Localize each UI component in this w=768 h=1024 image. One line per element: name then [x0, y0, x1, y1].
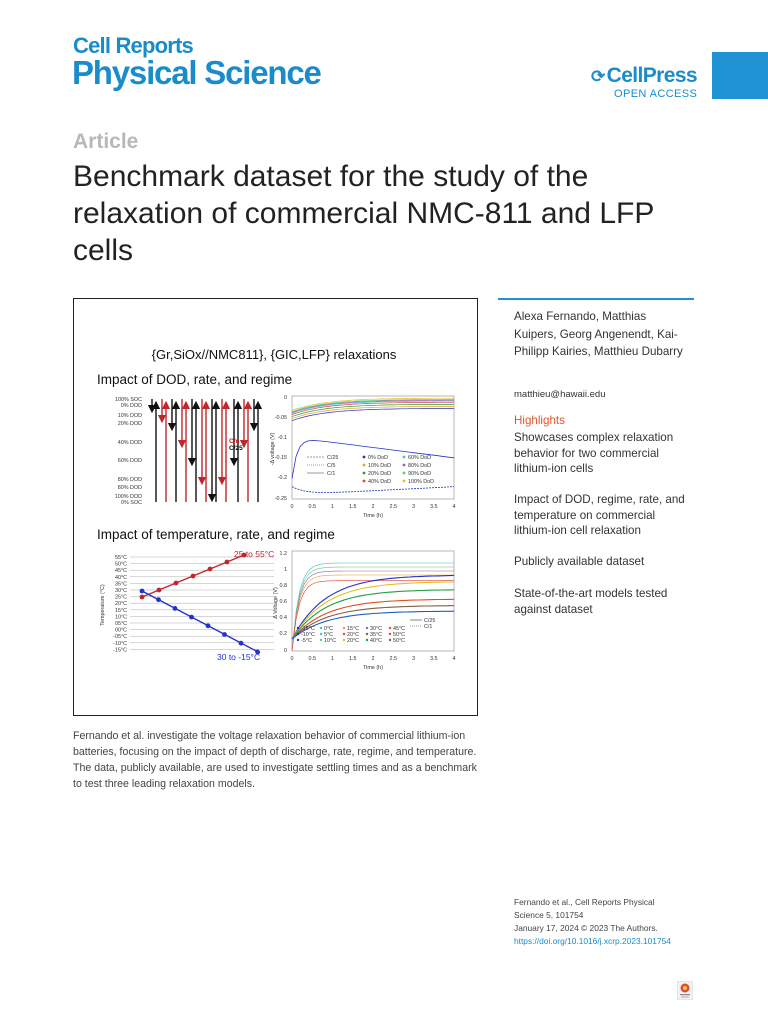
check-for-updates-icon[interactable]	[677, 981, 693, 1000]
temp-tick: 10°C	[114, 614, 127, 621]
legend-marker	[320, 639, 322, 641]
legend-marker	[389, 639, 391, 641]
plot1-xtick: 3.5	[430, 504, 438, 510]
legend-marker	[366, 633, 368, 635]
plot2-xtick: 1.5	[349, 656, 357, 662]
legend-entry: 40°C	[370, 638, 383, 644]
highlight-item: Showcases complex relaxation behavior for two commercial lithium-ion cells	[514, 431, 674, 475]
temp-point-down	[189, 615, 194, 620]
temperature-diagram	[100, 549, 274, 662]
plot2-xtick: 4	[452, 656, 456, 662]
rate-label-c25: C/25	[229, 445, 243, 452]
plot1-xtick: 0.5	[308, 504, 316, 510]
plot2-ytick: 1.2	[279, 551, 287, 557]
dod-arrow-diagram	[115, 397, 258, 506]
plot1-ytick: 0	[284, 395, 287, 401]
ga-section1-title: Impact of DOD, rate, and regime	[97, 372, 293, 387]
legend-entry: 90% DoD	[408, 471, 432, 477]
legend-entry: -10°C	[301, 632, 315, 638]
legend-marker	[366, 627, 368, 629]
temp-tick: -15°C	[113, 647, 127, 654]
temp-tick: 30°C	[114, 588, 127, 594]
dod-label: 100% DOD	[114, 494, 142, 500]
legend-marker	[343, 633, 345, 635]
legend-entry: -15°C	[301, 626, 315, 632]
temp-axis-label: Temperature (°C)	[100, 584, 106, 626]
publication-date: January 17, 2024 © 2023 The Authors.	[514, 923, 658, 933]
temp-grid	[113, 555, 274, 653]
temp-tick: 40°C	[114, 574, 127, 581]
temp-tick: 00°C	[114, 627, 127, 634]
legend-entry: 20°C	[347, 638, 360, 644]
plot1-xtick: 2.5	[389, 504, 397, 510]
dod-label: 10% DOD	[117, 413, 142, 419]
highlight-item: State-of-the-art models tested against dataset	[514, 587, 668, 616]
temp-point-up	[191, 574, 196, 579]
plot1-ylabel: -Δ voltage (V)	[270, 432, 276, 466]
brand-color-bar	[712, 52, 768, 99]
legend-marker	[403, 480, 406, 483]
temp-point-up	[157, 588, 162, 593]
legend-marker	[366, 639, 368, 641]
dod-label: 40% DOD	[117, 440, 142, 446]
plot2-ytick: 0.6	[279, 599, 287, 605]
cellpress-logo-icon: ⟳	[591, 67, 605, 86]
legend-marker	[403, 472, 406, 475]
temp-point-down	[222, 632, 227, 637]
plot2-ylabel: Δ Voltage (V)	[273, 587, 279, 619]
legend-entry: 30°C	[370, 626, 383, 632]
graphical-abstract	[73, 298, 478, 716]
plot-temperature-relaxation	[273, 551, 456, 671]
plot1-xtick: 4	[452, 504, 456, 510]
plot1-xtick: 1	[331, 504, 334, 510]
legend-marker	[343, 639, 345, 641]
temp-tick: 50°C	[114, 561, 127, 568]
plot1-ytick: -0.1	[277, 435, 287, 441]
rate-label-cn: C/n	[229, 438, 240, 445]
temp-tick: 25°C	[114, 594, 127, 601]
legend-entry: 15°C	[347, 626, 360, 632]
temp-tick: 20°C	[114, 601, 127, 608]
dod-label: 0% SOC	[121, 500, 142, 506]
journal-name-line1: Cell Reports	[73, 33, 193, 58]
legend-entry: 40% DoD	[368, 479, 392, 485]
doi-link[interactable]: https://doi.org/10.1016/j.xcrp.2023.101754	[514, 936, 671, 946]
plot2-ytick: 0	[284, 648, 287, 654]
plot1-xtick: 0	[290, 504, 294, 510]
legend-entry: 20°C	[347, 632, 360, 638]
legend-entry: 80% DoD	[408, 463, 432, 469]
legend-marker	[403, 464, 406, 467]
legend-entry: 10% DoD	[368, 463, 392, 469]
legend-entry: C/1	[424, 624, 433, 630]
plot1-ytick: -0.15	[274, 455, 287, 461]
plot2-xticks	[291, 656, 456, 662]
legend-entry: 0% DoD	[368, 455, 389, 461]
temp-point-down	[239, 641, 244, 646]
legend-entry: 35°C	[370, 632, 383, 638]
plot-dod-relaxation	[270, 395, 456, 519]
legend-marker	[403, 456, 406, 459]
page-title: Benchmark dataset for the study of the relaxation of commercial NMC-811 and LFP cells	[73, 160, 654, 267]
plot1-ytick: -0.25	[274, 496, 287, 502]
plot2-ytick: 1	[284, 567, 287, 573]
publisher-logo	[591, 64, 697, 88]
plot2-xtick: 2	[371, 656, 375, 662]
plot1-xtick: 1.5	[349, 504, 357, 510]
ga-main-title: {Gr,SiOx//NMC811}, {GIC,LFP} relaxations	[151, 347, 397, 362]
plot2-xtick: 2.5	[389, 656, 397, 662]
citation-text: Fernando et al., Cell Reports Physical Science 5, 101754	[514, 897, 655, 920]
temp-point-down	[173, 606, 178, 611]
publisher-name: CellPress	[606, 64, 697, 87]
legend-marker	[297, 633, 299, 635]
plot1-xlabel: Time (h)	[363, 513, 383, 519]
temp-tick: 05°C	[114, 621, 127, 627]
legend-entry: C/1	[327, 471, 336, 477]
legend-entry: 45°C	[393, 626, 406, 632]
temp-up-label: 25 to 55°C	[234, 549, 275, 559]
plot1-xtick: 2	[371, 504, 375, 510]
temp-point-down	[140, 589, 145, 594]
plot1-xtick: 3	[412, 504, 415, 510]
temp-tick: 15°C	[114, 607, 127, 614]
temp-tick: 45°C	[114, 568, 127, 575]
legend-entry: 5°C	[324, 632, 334, 638]
temp-tick: -05°C	[113, 634, 127, 641]
legend-entry: -5°C	[301, 638, 312, 644]
author-list: Alexa Fernando, Matthias Kuipers, Georg Angenendt, Kai-Philipp Kairies, Matthieu Dubarry	[514, 310, 683, 358]
plot2-ytick: 0.8	[279, 583, 287, 589]
legend-marker	[389, 627, 391, 629]
dod-label: 60% DOD	[117, 458, 142, 464]
legend-entry: 100% DoD	[408, 479, 435, 485]
plot2-xtick: 1	[331, 656, 334, 662]
temp-point-down	[206, 623, 211, 628]
sidebar-divider	[498, 298, 694, 300]
legend-marker	[320, 633, 322, 635]
temp-point-up	[208, 567, 213, 572]
temp-point-up	[140, 595, 145, 600]
legend-entry: C/25	[327, 455, 339, 461]
legend-entry: 0°C	[324, 626, 334, 632]
citation-block	[514, 896, 686, 948]
plot2-xtick: 3.5	[430, 656, 438, 662]
graphical-abstract-figure	[74, 299, 477, 715]
dod-label: 80% DOD	[117, 477, 142, 483]
legend-entry: C/5	[327, 463, 336, 469]
plot2-xtick: 0	[290, 656, 294, 662]
legend-marker	[320, 627, 322, 629]
legend-marker	[297, 639, 299, 641]
legend-marker	[363, 456, 366, 459]
temp-tick: 55°C	[114, 555, 127, 561]
dod-label: 100% SOC	[115, 397, 142, 403]
ga-section2-title: Impact of temperature, rate, and regime	[97, 527, 335, 542]
plot1-ytick: -0.05	[274, 415, 287, 421]
abstract-summary: Fernando et al. investigate the voltage relaxation behavior of commercial lithium-ion batteries, focusing on the impact of depth of discharge, rate, regime, and temperature. The data, publicly available, are used to investigate settling times and as a benchmark to test three leading relaxation models.	[73, 730, 477, 790]
temp-point-down	[156, 597, 161, 602]
temp-point-up	[225, 560, 230, 565]
corresponding-email[interactable]: matthieu@hawaii.edu	[514, 389, 606, 400]
legend-entry: 50°C	[393, 632, 406, 638]
legend-marker	[363, 480, 366, 483]
temp-down-label: 30 to -15°C	[217, 652, 261, 662]
open-access-label: OPEN ACCESS	[614, 88, 698, 100]
plot2-ytick: 0.4	[279, 615, 287, 621]
plot2-ytick: 0.2	[279, 631, 287, 637]
legend-entry: 10°C	[324, 638, 337, 644]
dod-label: 20% DOD	[117, 421, 142, 427]
legend-entry: 50°C	[393, 638, 406, 644]
legend-entry: 20% DoD	[368, 471, 392, 477]
plot1-ytick: -0.2	[277, 475, 287, 481]
highlight-item: Publicly available dataset	[514, 555, 645, 568]
article-type-label: Article	[73, 130, 139, 153]
legend-marker	[363, 472, 366, 475]
dod-label: 80% DOD	[117, 485, 142, 491]
dod-label: 0% DOD	[120, 403, 142, 409]
temp-points	[140, 553, 260, 655]
plot2-xtick: 0.5	[308, 656, 316, 662]
temp-tick: -10°C	[113, 640, 127, 647]
plot2-xlabel: Time (h)	[363, 665, 383, 671]
plot1-xticks	[291, 504, 456, 510]
legend-entry: 60% DoD	[408, 455, 432, 461]
legend-marker	[363, 464, 366, 467]
legend-entry: C/25	[424, 618, 436, 624]
legend-marker	[389, 633, 391, 635]
journal-name-line2: Physical Science	[72, 54, 321, 91]
highlights-heading: Highlights	[514, 414, 565, 427]
highlight-item: Impact of DOD, regime, rate, and temperature on commercial lithium-ion cell relaxation	[514, 493, 685, 537]
legend-marker	[343, 627, 345, 629]
plot2-xtick: 3	[412, 656, 415, 662]
temp-point-up	[174, 581, 179, 586]
temp-tick: 35°C	[114, 581, 127, 588]
legend-marker	[297, 627, 299, 629]
